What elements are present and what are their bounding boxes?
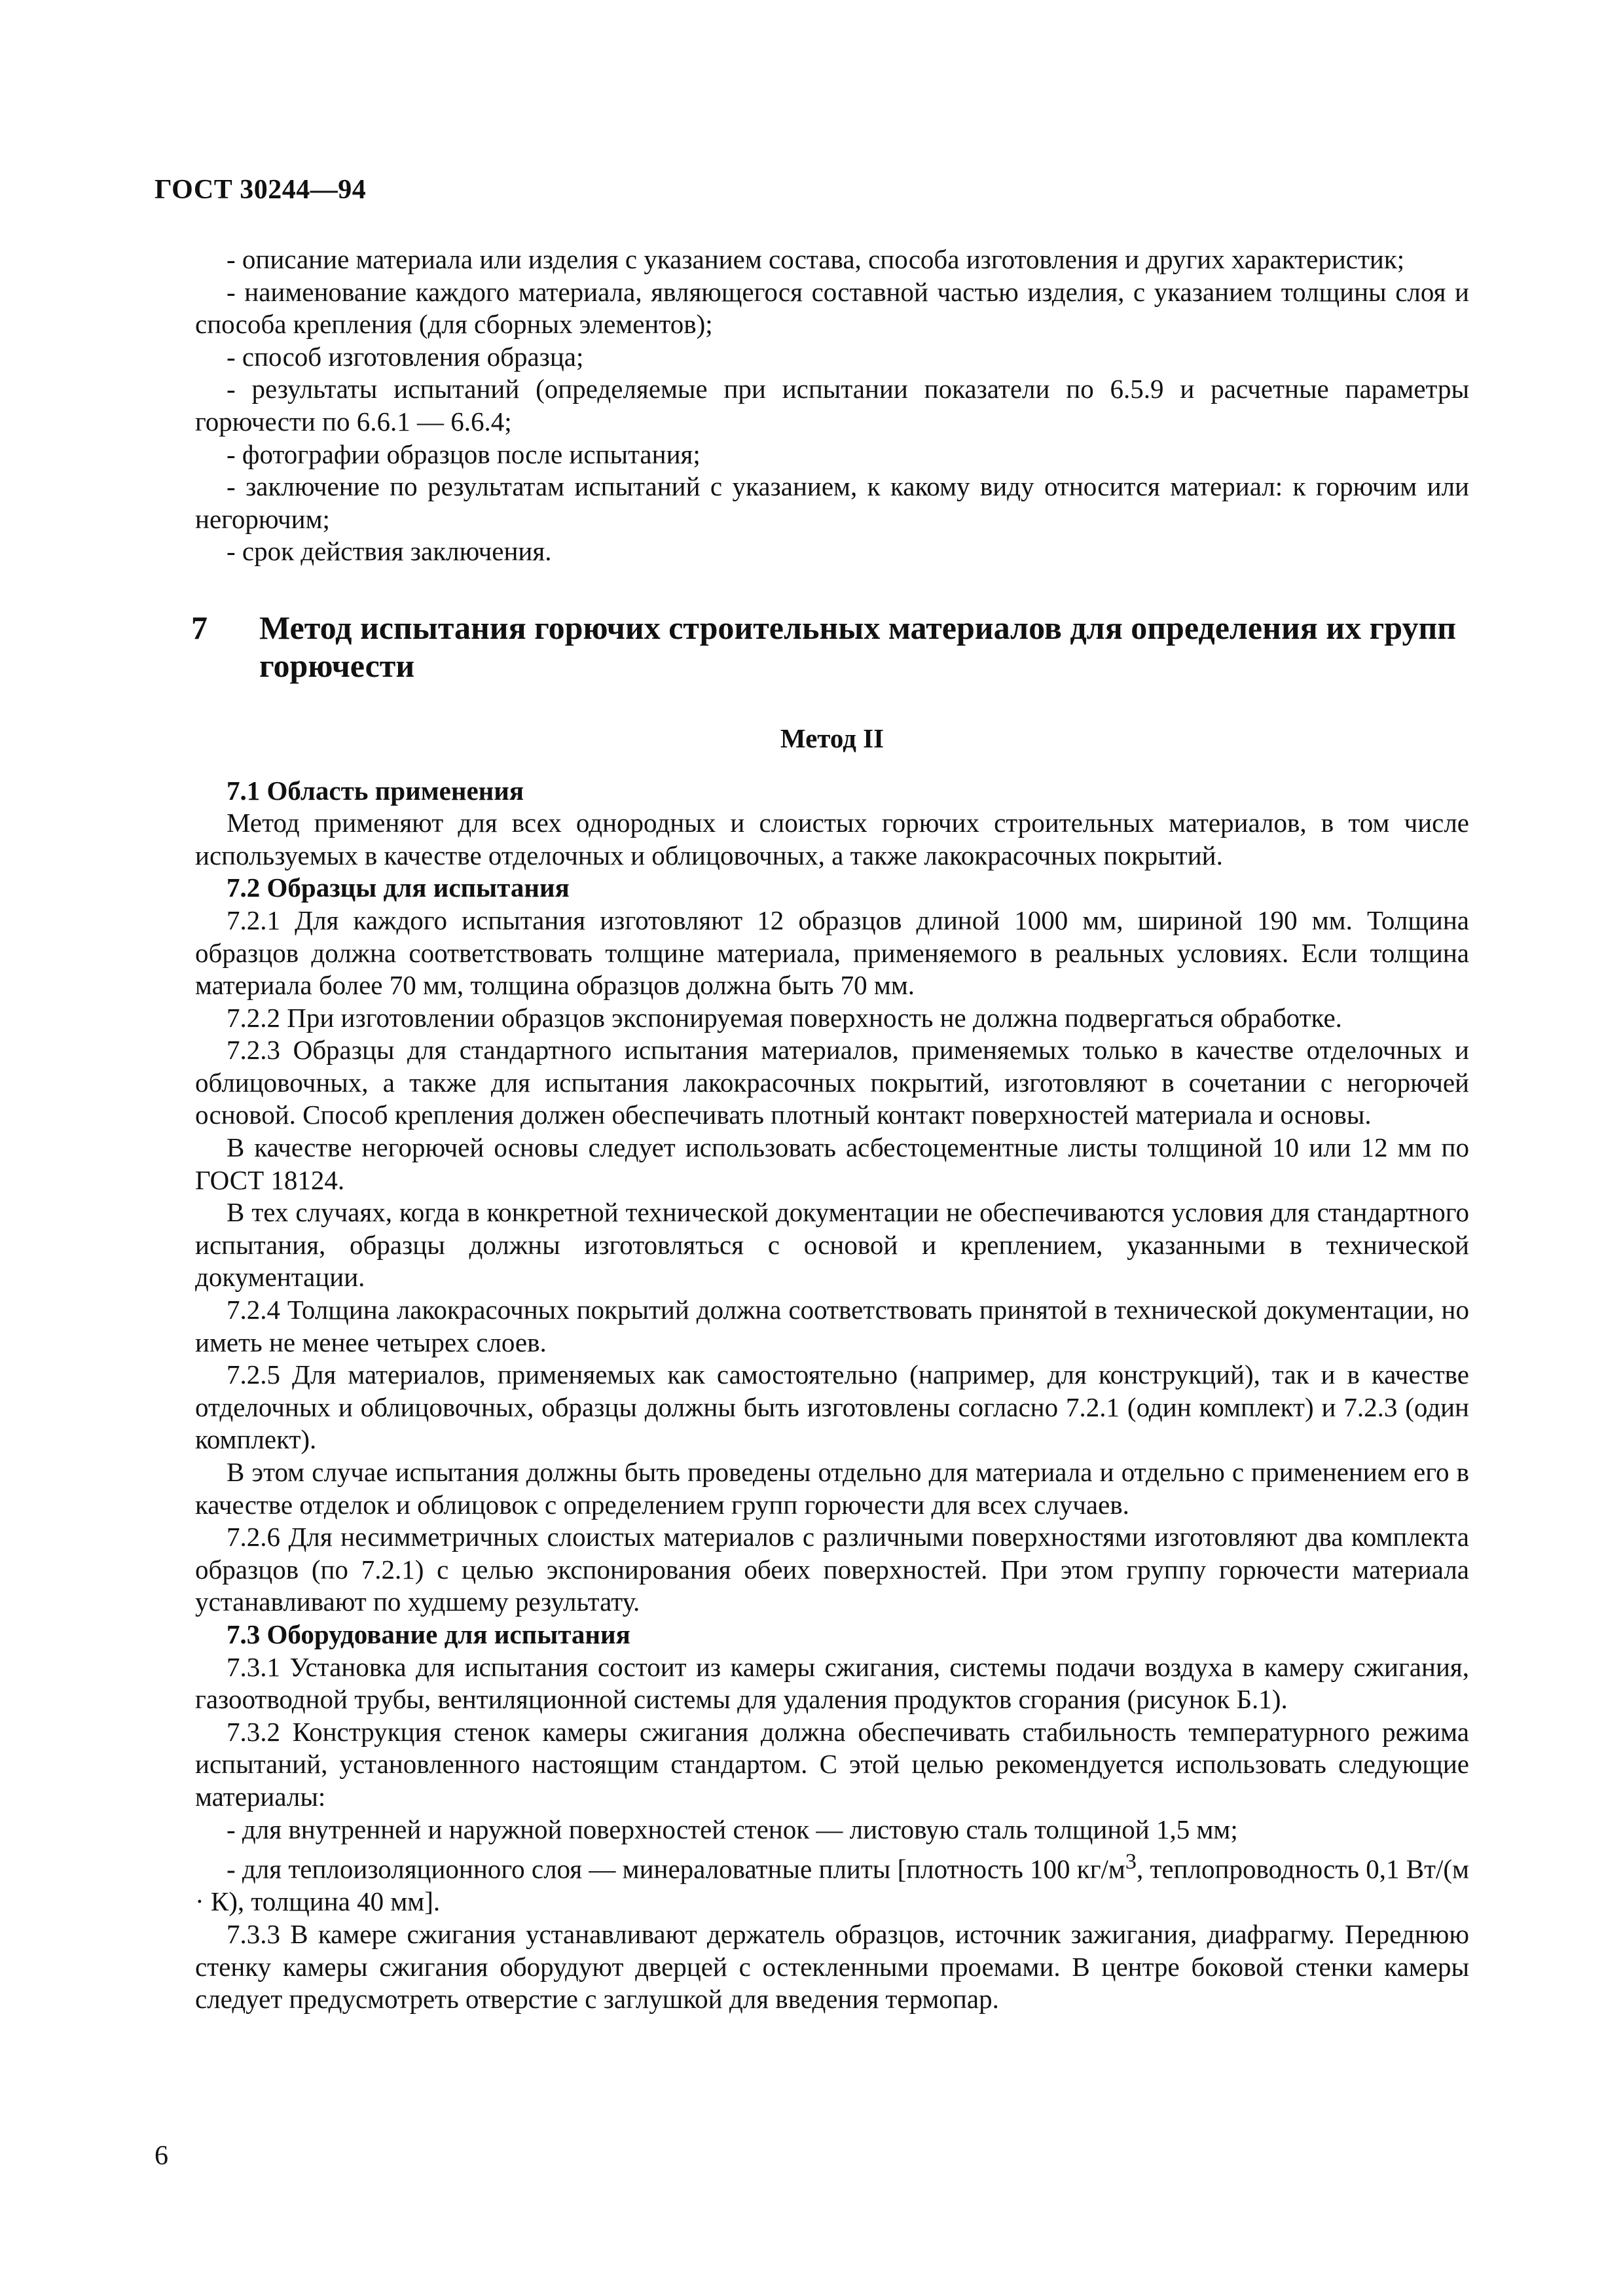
- list-item: - для внутренней и наружной поверхностей стенок — листовую сталь толщиной 1,5 мм;: [227, 1814, 1238, 1844]
- section-title-text: Метод испытания горючих строительных материалов для определения их групп горючести: [259, 609, 1457, 684]
- paragraph: 7.3.1 Установка для испытания состоит из камеры сжигания, системы подачи воздуха в камеру сжигания, газоотводной трубы, вентиляционной системы для удаления продуктов сгорания (рисунок Б.1).: [195, 1651, 1469, 1715]
- list-item: - фотографии образцов после испытания;: [227, 439, 701, 469]
- paragraph: В тех случаях, когда в конкретной технической документации не обеспечиваются условия для стандартного испытания, образцы должны изготовляться с основой и креплением, указанными в технической документации.: [195, 1197, 1469, 1293]
- list-item: - наименование каждого материала, являющегося составной частью изделия, с указанием толщины слоя и способа крепления (для сборных элементов);: [195, 276, 1469, 340]
- list-item: - результаты испытаний (определяемые при испытании показатели по 6.5.9 и расчетные параметры горючести по 6.6.1 — 6.6.4;: [195, 374, 1469, 437]
- paragraph: Метод применяют для всех однородных и слоистых горючих строительных материалов, в том числе используемых в качестве отделочных и облицовочных, а также лакокрасочных покрытий.: [195, 808, 1469, 870]
- document-header: ГОСТ 30244—94: [155, 175, 367, 205]
- subsection-heading: 7.1 Область применения: [227, 775, 524, 806]
- text-fragment: - для теплоизоляционного слоя — минераловатные плиты [плотность 100 кг/м: [227, 1854, 1125, 1884]
- list-item: - способ изготовления образца;: [227, 341, 584, 372]
- paragraph: 7.2.3 Образцы для стандартного испытания материалов, применяемых только в качестве отделочных и облицовочных, а также для испытания лакокрасочных покрытий, изготовляют в сочетании с негорючей основой. Способ крепления должен обеспечивать плотный контакт поверхностей материала и основы.: [195, 1035, 1469, 1130]
- paragraph: 7.2.4 Толщина лакокрасочных покрытий должна соответствовать принятой в технической документации, но иметь не менее четырех слоев.: [195, 1295, 1469, 1357]
- section-title: [191, 609, 1469, 685]
- paragraph: 7.2.6 Для несимметричных слоистых материалов с различными поверхностями изготовляют два комплекта образцов (по 7.2.1) с целью экспонирования обеих поверхностей. При этом группу горючести материала устанавливают по худшему результату.: [195, 1522, 1469, 1617]
- section-number: 7: [191, 609, 208, 646]
- method-label: Метод II: [780, 723, 884, 753]
- paragraph: 7.3.3 В камере сжигания устанавливают держатель образцов, источник зажигания, диафрагму. Переднюю стенку камеры сжигания оборудуют дверцей с остекленными проемами. В центре боковой стенки камеры следует предусмотреть отверстие с заглушкой для введения термопар.: [195, 1918, 1469, 2015]
- subsection-heading: 7.3 Оборудование для испытания: [227, 1619, 630, 1649]
- list-item: - заключение по результатам испытаний с указанием, к какому виду относится материал: к горючим или негорючим;: [195, 471, 1469, 534]
- page-content: [191, 243, 1470, 2016]
- paragraph: 7.3.2 Конструкция стенок камеры сжигания должна обеспечивать стабильность температурного режима испытаний, установленного настоящим стандартом. С этой целью рекомендуется использовать следующие материалы:: [195, 1716, 1469, 1812]
- list-item: - описание материала или изделия с указанием состава, способа изготовления и других характеристик;: [227, 244, 1405, 274]
- paragraph: В качестве негорючей основы следует использовать асбестоцементные листы толщиной 10 или 12 мм по ГОСТ 18124.: [195, 1132, 1469, 1195]
- list-item: [195, 1846, 1469, 1918]
- list-item: - срок действия заключения.: [227, 536, 552, 567]
- superscript: 3: [1125, 1850, 1137, 1874]
- paragraph: 7.2.2 При изготовлении образцов экспонируемая поверхность не должна подвергаться обработке.: [227, 1002, 1342, 1033]
- text-fragment: , теплопроводность 0,1 Вт/(м · К), толщина 40 мм].: [195, 1854, 1470, 1917]
- paragraph: 7.2.5 Для материалов, применяемых как самостоятельно (например, для конструкций), так и в качестве отделочных и облицовочных, образцы должны быть изготовлены согласно 7.2.1 (один комплект) и 7.2.3 (один комплект).: [195, 1359, 1469, 1455]
- page-number: 6: [155, 2141, 168, 2171]
- subsection-heading: 7.2 Образцы для испытания: [227, 872, 570, 903]
- paragraph: 7.2.1 Для каждого испытания изготовляют 12 образцов длиной 1000 мм, шириной 190 мм. Толщина образцов должна соответствовать толщине материала, применяемого в реальных условиях. Если толщина материала более 70 мм, толщина образцов должна быть 70 мм.: [195, 905, 1469, 1001]
- paragraph: В этом случае испытания должны быть проведены отдельно для материала и отдельно с применением его в качестве отделок и облицовок с определением групп горючести для всех случаев.: [195, 1457, 1469, 1520]
